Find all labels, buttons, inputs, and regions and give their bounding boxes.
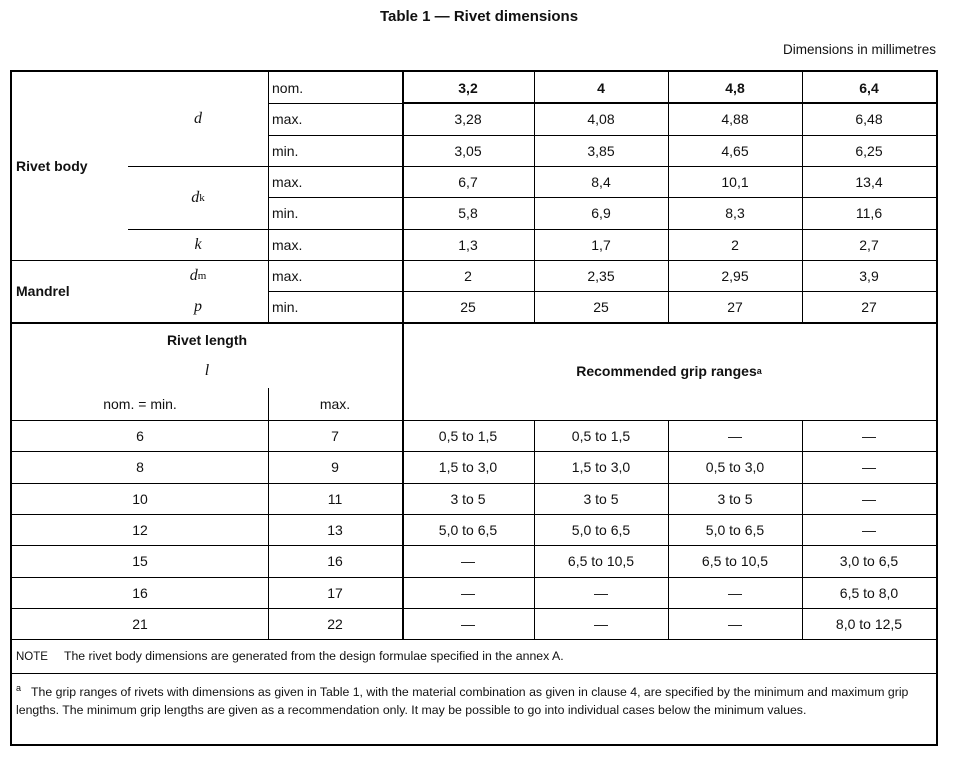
note-label: NOTE	[16, 651, 48, 663]
dimension-value: 2,35	[587, 267, 615, 284]
grip-range-value: 3 to 5	[583, 490, 619, 507]
grip-range-value: 5,0 to 6,5	[705, 521, 765, 538]
dimension-value: 2	[731, 236, 739, 253]
grip-range-value: —	[461, 615, 475, 632]
dimension-symbol	[128, 166, 268, 229]
dimension-value: 4,88	[721, 111, 749, 127]
max-header: max.	[319, 396, 351, 412]
grip-range-value: 5,0 to 6,5	[571, 521, 631, 538]
dimension-value: 1,3	[458, 236, 478, 253]
table-note	[16, 647, 930, 666]
tolerance-label: max.	[272, 267, 303, 284]
dimension-value: 25	[593, 298, 609, 315]
dimension-value: 10,1	[721, 173, 749, 190]
grip-range-value: —	[862, 490, 876, 507]
grip-range-value: 3 to 5	[717, 490, 753, 507]
rivet-length-nom: 15	[132, 553, 148, 569]
dimension-value: 4,8	[725, 79, 745, 96]
grip-range-value: —	[862, 459, 876, 475]
dimension-value: 11,6	[855, 205, 883, 221]
dimension-value: 3,05	[454, 142, 482, 159]
rivet-length-nom: 12	[132, 521, 148, 538]
dimension-value: 4,08	[587, 111, 615, 127]
grip-ranges-header	[402, 322, 936, 420]
dimension-value: 4,65	[721, 142, 749, 159]
group-label-rivet-body: Rivet body	[16, 158, 88, 174]
dimension-value: 1,7	[591, 236, 611, 253]
rivet-length-max: 22	[327, 615, 343, 632]
dimension-value: 6,7	[458, 173, 478, 190]
tolerance-label: nom.	[272, 79, 304, 96]
group-label-mandrel: Mandrel	[16, 283, 70, 299]
dimension-value: 6,25	[855, 142, 883, 159]
rivet-length-max: 16	[327, 553, 343, 569]
grip-range-value: —	[594, 615, 608, 632]
rivet-length-nom: 10	[132, 490, 148, 507]
grip-range-value: 0,5 to 1,5	[438, 427, 498, 444]
tolerance-label: max.	[272, 236, 303, 253]
grip-range-value: —	[728, 584, 742, 601]
grip-range-value: —	[862, 427, 876, 444]
dimension-value: 27	[861, 298, 877, 315]
rivet-length-max: 7	[331, 427, 339, 444]
dimension-symbol	[128, 72, 268, 166]
grip-range-value: 3,0 to 6,5	[839, 553, 899, 569]
dimension-value: 2	[464, 267, 472, 284]
note-text: The rivet body dimensions are generated from the design formulae specified in the annex A.	[63, 649, 564, 663]
grip-range-value: —	[461, 584, 475, 601]
symbol-letter: d	[191, 188, 200, 206]
nom-min-header: nom. = min.	[103, 396, 177, 412]
rivet-length-nom: 8	[136, 459, 144, 475]
grip-range-value: —	[728, 615, 742, 632]
dimension-symbol	[128, 291, 268, 322]
footnote-text: The grip ranges of rivets with dimensions as given in Table 1, with the material combination as given in clause 4, are specified by the minimum and maximum grip lengths. The minimum grip lengths are given as a recommendation only. It may be possible to go into individual cases below the minimum values.	[16, 685, 909, 718]
grip-range-value: 1,5 to 3,0	[571, 459, 631, 475]
grip-range-value: 6,5 to 10,5	[701, 553, 769, 569]
tolerance-label: min.	[272, 298, 299, 315]
rivet-length-nom: 21	[132, 615, 148, 632]
table-rule	[12, 639, 936, 640]
grip-range-value: 6,5 to 10,5	[567, 553, 635, 569]
tolerance-label: min.	[272, 205, 299, 221]
grip-range-value: 6,5 to 8,0	[839, 584, 899, 601]
grip-range-value: 3 to 5	[450, 490, 486, 507]
rivet-length-max: 17	[327, 584, 343, 601]
dimension-symbol	[128, 229, 268, 260]
grip-range-value: —	[461, 553, 475, 569]
tolerance-label: max.	[272, 111, 303, 127]
rivet-length-max: 13	[327, 521, 343, 538]
dimension-value: 8,3	[725, 205, 745, 221]
tolerance-label: max.	[272, 173, 303, 190]
table-rule	[12, 673, 936, 674]
grip-ranges-title: Recommended grip ranges	[576, 363, 757, 379]
symbol-letter: d	[194, 110, 202, 127]
grip-range-value: 0,5 to 3,0	[705, 459, 765, 475]
rivet-length-symbol: l	[204, 362, 210, 379]
grip-range-value: 1,5 to 3,0	[438, 459, 498, 475]
dimension-value: 4	[597, 79, 605, 96]
dimension-value: 25	[460, 298, 476, 315]
rivet-length-nom: 16	[132, 584, 148, 601]
rivet-length-max: 11	[327, 490, 343, 507]
dimension-symbol	[128, 260, 268, 291]
rivet-length-nom: 6	[136, 427, 144, 444]
grip-range-value: —	[594, 584, 608, 601]
grip-range-value: 8,0 to 12,5	[835, 615, 903, 632]
units-note: Dimensions in millimetres	[782, 42, 936, 57]
dimension-value: 3,85	[587, 142, 615, 159]
dimension-value: 3,9	[859, 267, 879, 284]
dimension-value: 6,9	[591, 205, 611, 221]
symbol-letter: p	[194, 297, 202, 315]
symbol-subscript: m	[197, 269, 207, 282]
dimension-value: 27	[727, 298, 743, 315]
dimension-value: 5,8	[458, 205, 478, 221]
dimension-value: 2,95	[721, 267, 749, 284]
footnote-marker: a	[756, 366, 762, 376]
dimension-value: 13,4	[855, 173, 883, 190]
rivet-dimensions-table	[10, 70, 938, 746]
grip-range-value: —	[728, 427, 742, 444]
dimension-value: 3,28	[454, 111, 482, 127]
dimension-value: 6,48	[855, 111, 883, 127]
grip-range-value: —	[862, 521, 876, 538]
table-title: Table 1 — Rivet dimensions	[379, 8, 579, 25]
table-footnote	[16, 679, 928, 719]
dimension-value: 6,4	[859, 79, 879, 96]
rivet-length-title: Rivet length	[166, 332, 248, 348]
rivet-length-max: 9	[331, 459, 339, 475]
dimension-value: 2,7	[859, 236, 879, 253]
symbol-letter: d	[189, 266, 198, 284]
tolerance-label: min.	[272, 142, 299, 159]
dimension-value: 3,2	[458, 79, 478, 96]
symbol-letter: k	[194, 235, 202, 253]
grip-range-value: 5,0 to 6,5	[438, 521, 498, 538]
grip-range-value: 0,5 to 1,5	[571, 427, 631, 444]
symbol-subscript: k	[199, 191, 205, 204]
footnote-mark: a	[16, 683, 22, 693]
dimension-value: 8,4	[591, 173, 611, 190]
